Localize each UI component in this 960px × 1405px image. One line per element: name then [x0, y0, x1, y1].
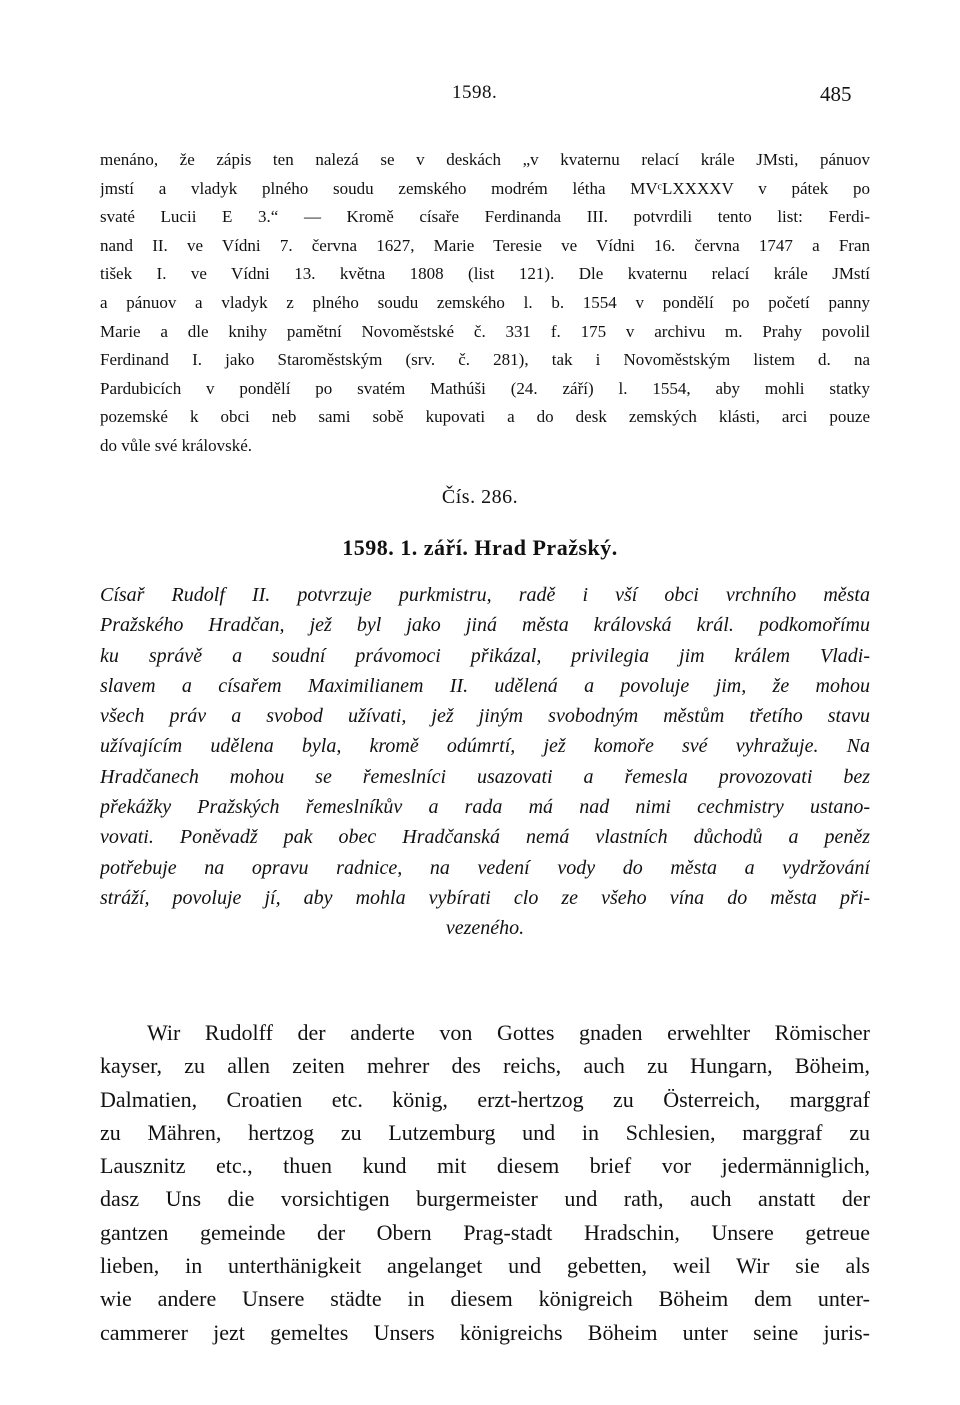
regest-line: potřebuje na opravu radnice, na vedení vody do města a vydržování: [100, 856, 870, 879]
intro-line: Pardubicích v pondělí po svatém Mathúši (24. září) l. 1554, aby mohli statky: [100, 378, 870, 398]
charter-line: lieben, in unterthänigkeit angelanget und gebetten, weil Wir sie als: [100, 1253, 870, 1279]
charter-line: kayser, zu allen zeiten mehrer des reichs, auch zu Hungarn, Böheim,: [100, 1053, 870, 1079]
charter-heading: 1598. 1. září. Hrad Pražský.: [342, 535, 618, 560]
charter-number: Čís. 286.: [441, 486, 519, 508]
regest-line: překážky Pražských řemeslníkův a rada má nad nimi cechmistry ustano-: [100, 796, 870, 819]
charter-text: [100, 1016, 870, 1349]
regest-line: stráží, povoluje jí, aby mohla vybírati clo ze všeho vína do města při-: [100, 886, 870, 909]
charter-line: gantzen gemeinde der Obern Prag-stadt Hradschin, Unsere getreue: [100, 1219, 870, 1245]
regest-line: ku správě a soudní právomoci přikázal, privilegia jim králem Vladi-: [100, 644, 870, 667]
charter-line: wie andere Unsere städte in diesem königreich Böheim dem unter-: [100, 1286, 870, 1312]
intro-line: do vůle své královské.: [100, 435, 253, 455]
charter-line: Dalmatien, Croatien etc. könig, erzt-hertzog zu Österreich, marggraf: [100, 1086, 870, 1112]
charter-line: Lausznitz etc., thuen kund mit diesem brief vor jedermänniglich,: [100, 1153, 870, 1179]
intro-paragraph: [100, 146, 870, 461]
intro-line: Marie a dle knihy pamětní Novoměstské č. 331 f. 175 v archivu m. Prahy povolil: [100, 321, 870, 341]
regest-line: všech práv a svobod užívati, jež jiným svobodným městům třetího stavu: [100, 705, 870, 728]
charter-line: cammerer jezt gemeltes Unsers königreichs Böheim unter seine juris-: [100, 1319, 870, 1345]
intro-line: pozemské k obci neb sami sobě kupovati a do desk zemských klásti, arci pouze: [100, 407, 870, 427]
intro-line: tišek I. ve Vídni 13. května 1808 (list 121). Dle kvaternu relací krále JMstí: [100, 264, 870, 284]
regest-line: Pražského Hradčan, jež byl jako jiná města královská král. podkomořímu: [100, 614, 870, 637]
charter-line: dasz Uns die vorsichtigen burgermeister und rath, auch anstatt der: [100, 1186, 870, 1212]
intro-line: nand II. ve Vídni 7. června 1627, Marie Teresie ve Vídni 16. června 1747 a Fran: [100, 235, 870, 255]
intro-line: menáno, že zápis ten nalezá se v deskách „v kvaternu relací krále JMsti, pánuov: [100, 150, 870, 169]
regest-line: užívajícím udělena byla, kromě odúmrtí, jež komoře své vyhražuje. Na: [100, 735, 870, 758]
charter-line: zu Mähren, hertzog zu Lutzemburg und in Schlesien, marggraf zu: [100, 1119, 870, 1145]
charter-line: Wir Rudolff der anderte von Gottes gnaden erwehlter Römischer: [147, 1020, 870, 1045]
regest-line: vovati. Poněvadž pak obec Hradčanská nemá vlastních důchodů a peněz: [100, 826, 870, 849]
header-year: 1598.: [452, 82, 498, 103]
regest-line: Císař Rudolf II. potvrzuje purkmistru, radě i vší obci vrchního města: [100, 584, 870, 606]
running-header: [0, 82, 960, 112]
regest-line: vezeného.: [445, 917, 525, 940]
intro-line: svaté Lucii E 3.“ — Kromě císaře Ferdinanda III. potvrdili tento list: Ferdi-: [100, 207, 870, 227]
regest-line: slavem a císařem Maximilianem II. udělená a povoluje jim, že mohou: [100, 674, 870, 697]
intro-line: jmstí a vladyk plného soudu zemského modrém létha MVᶜLXXXXV v pátek po: [100, 178, 870, 198]
page-number: 485: [820, 82, 852, 106]
intro-line: a pánuov a vladyk z plného soudu zemského l. b. 1554 v pondělí po početí panny: [100, 292, 870, 312]
regest-line: Hradčanech mohou se řemeslníci usazovati a řemesla provozovati bez: [100, 765, 870, 788]
intro-line: Ferdinand I. jako Staroměstským (srv. č. 281), tak i Novoměstským listem d. na: [100, 350, 870, 370]
regest-paragraph: [100, 580, 870, 944]
